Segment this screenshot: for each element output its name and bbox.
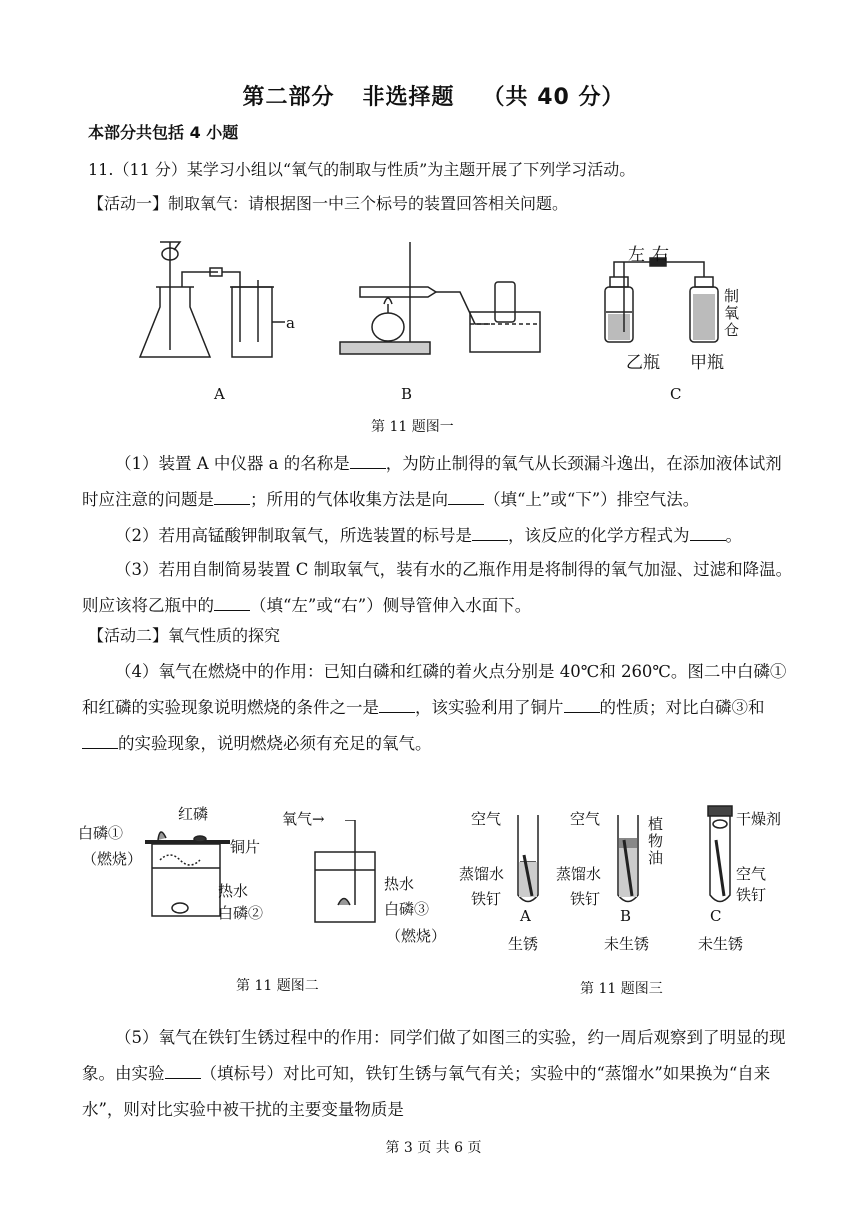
fig2-red-phosphorus: 红磷	[178, 805, 209, 823]
fig2-white-phosphorus-2: 白磷②	[218, 904, 264, 922]
fig3-water-a: 蒸馏水	[459, 865, 505, 883]
subquestion-2: （2）若用高锰酸钾制取氧气，所选装置的标号是 ，该反应的化学方程式为 。	[115, 526, 742, 545]
fig1-c-left: 左	[628, 245, 645, 265]
fig3-label-c: C	[710, 907, 722, 925]
figure-1-caption: 第 11 题图一	[371, 419, 454, 435]
title-name: 非选择题	[362, 85, 455, 110]
title-part: 第二部分	[242, 85, 335, 110]
figure-3-caption: 第 11 题图三	[580, 981, 663, 997]
fig3-air-b: 空气	[570, 810, 601, 828]
fig3-result-b: 未生锈	[604, 935, 650, 953]
fig1-label-b: B	[401, 385, 413, 403]
instrument-a-label: a	[286, 314, 295, 332]
subquestion-4: （4）氧气在燃烧中的作用：已知白磷和红磷的着火点分别是 40℃和 260℃。图二中白磷①和红磷的实验现象说明燃烧的条件之一是 ，该实验利用了铜片 的性质；对比白磷③和的实验现象，说明燃烧必须有充足的氧气。	[82, 662, 787, 753]
fig3-label-a: A	[520, 907, 531, 925]
fig2-hot-water-2: 热水	[384, 875, 415, 893]
blank-1a[interactable]	[350, 454, 386, 469]
activity-two-heading: 【活动二】氧气性质的探究	[88, 626, 281, 645]
fig2-hot-water: 热水	[218, 882, 249, 900]
subquestion-5: （5）氧气在铁钉生锈过程中的作用：同学们做了如图三的实验，约一周后观察到了明显的现象。由实验 （填标号）对比可知，铁钉生锈与氧气有关；实验中的“蒸馏水”如果换为“自来水”，则对比实验中被干扰的主要变量物质是	[82, 1028, 786, 1119]
blank-2b[interactable]	[690, 526, 726, 541]
activity-one-heading: 【活动一】制取氧气：请根据图一中三个标号的装置回答相关问题。	[88, 194, 569, 213]
fig2-white-phosphorus-1: 白磷①	[78, 824, 124, 842]
title-score: （共 40 分）	[482, 85, 625, 110]
fig3-oil-b: 植 物 油	[648, 815, 664, 867]
fig3-air-c: 空气	[736, 865, 767, 883]
figure-3-test-tubes	[510, 800, 750, 910]
figure-2-caption: 第 11 题图二	[236, 978, 319, 994]
figure-1-apparatus	[130, 232, 770, 372]
fig1-oxygen-chamber: 制 氧 仓	[724, 287, 740, 339]
fig3-nail-c: 铁钉	[736, 886, 767, 904]
fig3-result-a: 生锈	[508, 935, 539, 953]
blank-4a[interactable]	[379, 698, 415, 713]
blank-5a[interactable]	[165, 1064, 201, 1079]
section-title	[0, 80, 867, 111]
section-intro: 本部分共包括 4 小题	[88, 123, 239, 142]
fig2-burning-3: （燃烧）	[386, 927, 447, 945]
apparatus-c	[605, 258, 718, 342]
fig3-nail-a: 铁钉	[471, 890, 502, 908]
fig3-nail-b: 铁钉	[570, 890, 601, 908]
blank-1c[interactable]	[448, 490, 484, 505]
blank-4b[interactable]	[564, 698, 600, 713]
question-header: 11.（11 分）某学习小组以“氧气的制取与性质”为主题开展了下列学习活动。	[88, 160, 636, 179]
subquestion-3: （3）若用自制简易装置 C 制取氧气，装有水的乙瓶作用是将制得的氧气加湿、过滤和降温。则应该将乙瓶中的 （填“左”或“右”）侧导管伸入水面下。	[82, 560, 793, 615]
blank-4c[interactable]	[82, 734, 118, 749]
apparatus-b	[340, 242, 540, 354]
subquestion-1: （1）装置 A 中仪器 a 的名称是 ，为防止制得的氧气从长颈漏斗逸出，在添加液体试剂时应注意的问题是 ；所用的气体收集方法是向 （填“上”或“下”）排空气法。	[82, 454, 782, 509]
fig1-label-c: C	[670, 385, 682, 403]
page-footer: 第 3 页 共 6 页	[385, 1140, 482, 1156]
fig2-copper-sheet: 铜片	[230, 838, 261, 856]
fig3-water-b: 蒸馏水	[556, 865, 602, 883]
fig3-result-c: 未生锈	[698, 935, 744, 953]
blank-3a[interactable]	[214, 596, 250, 611]
fig2-burning-1: （燃烧）	[82, 850, 143, 868]
apparatus-a	[140, 242, 285, 357]
fig3-label-b: B	[620, 907, 632, 925]
fig3-air-a: 空气	[471, 810, 502, 828]
fig2-oxygen-inlet: 氧气→	[282, 810, 325, 828]
fig1-label-a: A	[214, 385, 225, 403]
fig2-white-phosphorus-3: 白磷③	[384, 900, 430, 918]
fig1-bottle-jia: 甲瓶	[690, 353, 724, 373]
fig3-desiccant-c: 干燥剂	[736, 810, 782, 828]
blank-2a[interactable]	[472, 526, 508, 541]
blank-1b[interactable]	[214, 490, 250, 505]
fig1-bottle-yi: 乙瓶	[626, 353, 660, 373]
fig1-c-right: 右	[652, 245, 669, 265]
